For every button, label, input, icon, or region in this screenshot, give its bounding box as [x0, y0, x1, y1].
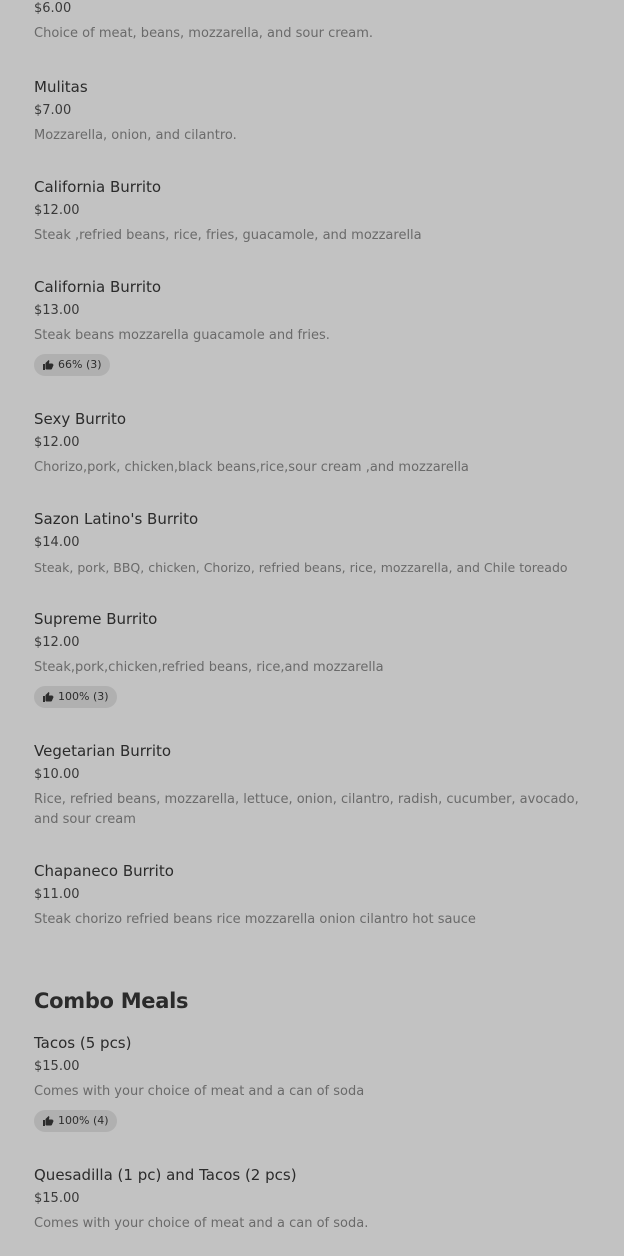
- thumbs-up-icon: [42, 691, 54, 703]
- item-description: Chorizo,pork, chicken,black beans,rice,sour cream ,and mozzarella: [34, 460, 469, 475]
- rating-text: 66% (3): [58, 358, 102, 371]
- item-price: $6.00: [34, 1, 72, 16]
- item-price: $13.00: [34, 303, 80, 318]
- rating-badge: [34, 1110, 117, 1132]
- item-description: Comes with your choice of meat and a can of soda.: [34, 1216, 369, 1231]
- item-price: $15.00: [34, 1191, 80, 1206]
- section-title: Combo Meals: [34, 989, 189, 1013]
- item-description: Steak chorizo refried beans rice mozzarella onion cilantro hot sauce: [34, 912, 476, 927]
- item-price: $15.00: [34, 1059, 80, 1074]
- item-name: California Burrito: [34, 178, 162, 196]
- item-name: Tacos (5 pcs): [34, 1034, 132, 1052]
- item-name: Mulitas: [34, 78, 88, 96]
- thumbs-up-icon: [42, 359, 54, 371]
- item-name: Sazon Latino's Burrito: [34, 510, 199, 528]
- item-price: $12.00: [34, 635, 80, 650]
- item-description: Steak,pork,chicken,refried beans, rice,and mozzarella: [34, 660, 384, 675]
- item-description: Mozzarella, onion, and cilantro.: [34, 128, 237, 143]
- rating-badge: [34, 354, 110, 376]
- item-description: Steak ,refried beans, rice, fries, guacamole, and mozzarella: [34, 228, 422, 243]
- item-price: $12.00: [34, 203, 80, 218]
- item-price: $7.00: [34, 103, 72, 118]
- item-name: Sexy Burrito: [34, 410, 127, 428]
- item-name: Chapaneco Burrito: [34, 862, 174, 880]
- item-name: Quesadilla (1 pc) and Tacos (2 pcs): [34, 1166, 297, 1184]
- item-price: $14.00: [34, 535, 80, 550]
- rating-text: 100% (4): [58, 1114, 109, 1127]
- item-description: Steak, pork, BBQ, chicken, Chorizo, refried beans, rice, mozzarella, and Chile toreado: [34, 560, 568, 575]
- item-name: Supreme Burrito: [34, 610, 158, 628]
- item-name: Vegetarian Burrito: [34, 742, 172, 760]
- item-description: Choice of meat, beans, mozzarella, and sour cream.: [34, 26, 374, 41]
- item-price: $10.00: [34, 767, 80, 782]
- item-name: California Burrito: [34, 278, 162, 296]
- item-description: Rice, refried beans, mozzarella, lettuce, onion, cilantro, radish, cucumber, avocado, and sour cream: [34, 792, 579, 827]
- rating-badge: [34, 686, 117, 708]
- item-price: $11.00: [34, 887, 80, 902]
- item-description: Steak beans mozzarella guacamole and fries.: [34, 328, 330, 343]
- item-description: Comes with your choice of meat and a can of soda: [34, 1084, 365, 1099]
- thumbs-up-icon: [42, 1115, 54, 1127]
- rating-text: 100% (3): [58, 690, 109, 703]
- item-price: $12.00: [34, 435, 80, 450]
